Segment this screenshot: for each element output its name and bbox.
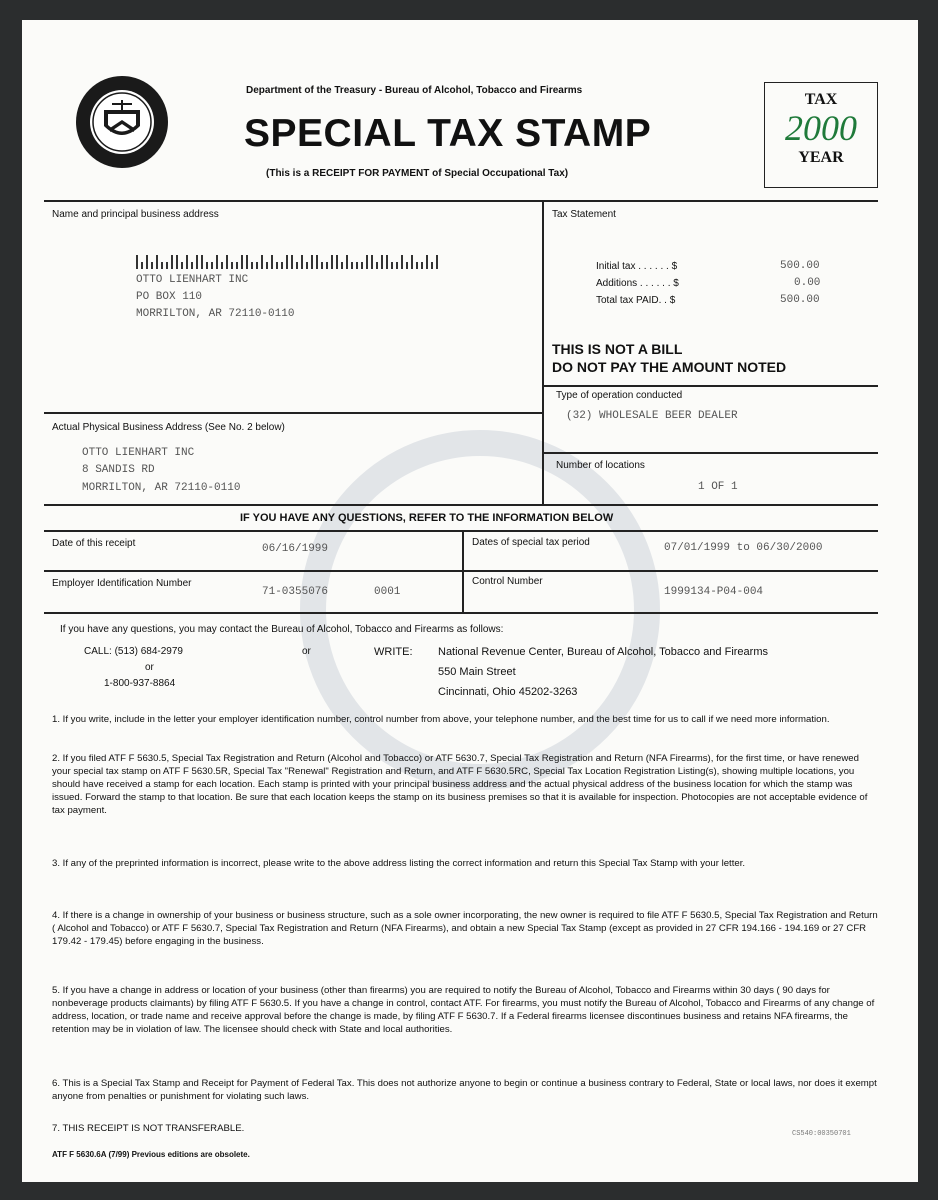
additions-value: 0.00	[794, 277, 821, 289]
watermark-seal-icon	[300, 430, 660, 790]
page-subtitle: (This is a RECEIPT FOR PAYMENT of Special Occupational Tax)	[266, 168, 569, 179]
tax-period-label: Dates of special tax period	[472, 537, 590, 548]
tax-period-value: 07/01/1999 to 06/30/2000	[664, 542, 823, 554]
note-1: 1. If you write, include in the letter your employer identification number, control number from above, your telephone number, and the best time for us to call if we need more information.	[52, 714, 830, 725]
note-2: 2. If you filed ATF F 5630.5, Special Tax Registration and Return (Alcohol and Tobacco) or ATF 5630.7, Special Tax Registration and Return (NFA Firearms), for the first time, or have renewed your special tax stamp on ATF F 5630.5R, Special Tax "Renewal" Registration and Return, and ATF F 5630.5RC, Special Tax Location Registration Listing(s), showing multiple locations, you should have received a stamp for each location. Each stamp is printed with your principal business address and the actual physical address of the business location for which the stamp was issued. Forward the stamp to that location. Be sure that each location keeps the stamp on its business premises so that it is available for inspection. Photocopies are not acceptable evidence of tax payment.	[52, 753, 868, 816]
divider	[44, 200, 878, 202]
operation-value: (32) WHOLESALE BEER DEALER	[566, 410, 738, 422]
contact-intro: If you have any questions, you may contact the Bureau of Alcohol, Tobacco and Firearms as follows:	[60, 624, 504, 635]
ein-value: 71-0355076	[262, 586, 329, 598]
not-a-bill-notice: THIS IS NOT A BILL	[552, 341, 683, 357]
control-number-value: 1999134-P04-004	[664, 586, 764, 598]
do-not-pay-notice: DO NOT PAY THE AMOUNT NOTED	[552, 359, 787, 375]
initial-tax-value: 500.00	[780, 260, 820, 272]
or-text: or	[145, 662, 154, 673]
control-number-label: Control Number	[472, 576, 543, 587]
document-code: CS540:00350701	[792, 1130, 851, 1138]
divider	[44, 504, 878, 506]
atf-seal-icon	[74, 74, 170, 170]
postal-barcode-icon	[136, 255, 442, 269]
divider	[44, 530, 878, 532]
tax-label: TAX	[804, 91, 838, 108]
divider	[542, 200, 544, 504]
physical-line1: 8 SANDIS RD	[82, 464, 155, 476]
receipt-date-value: 06/16/1999	[262, 543, 329, 555]
page-title: SPECIAL TAX STAMP	[244, 112, 652, 155]
tax-year-box	[764, 82, 878, 188]
address-label: Name and principal business address	[52, 209, 219, 220]
form-number: ATF F 5630.6A (7/99) Previous editions are obsolete.	[52, 1150, 250, 1159]
total-paid-label: Total tax PAID. . $	[596, 295, 676, 306]
mail-address-line3: Cincinnati, Ohio 45202-3263	[438, 686, 578, 698]
locations-label: Number of locations	[556, 460, 645, 471]
physical-name: OTTO LIENHART INC	[82, 447, 195, 459]
note-3: 3. If any of the preprinted information is incorrect, please write to the above address listing the correct information and return this Special Tax Stamp with your letter.	[52, 858, 746, 869]
note-5: 5. If you have a change in address or location of your business (other than firearms) you are required to notify the Bureau of Alcohol, Tobacco and Firearms within 30 days ( 90 days for nonbeverage products claimants) by filing ATF F 5630.5. If you have a change in control, contact ATF. For firearms, you must notify the Bureau of Alcohol, Tobacco and Firearms of any change of address, location, or trade name and receive approval before the change is made, by filing ATF F 5630.7. If a Federal firearms licensee discontinues business and retains NFA firearms, the retention may be in violation of law. The licensee should check with State and local authorities.	[52, 985, 875, 1035]
divider	[44, 570, 878, 572]
ein-label: Employer Identification Number	[52, 578, 192, 589]
total-paid-value: 500.00	[780, 294, 820, 306]
or-text: or	[302, 646, 311, 657]
divider	[44, 612, 878, 614]
note-4: 4. If there is a change in ownership of your business or business structure, such as a sole owner incorporating, the new owner is required to file ATF F 5630.5, Special Tax Registration and Return ( Alcohol and Tobacco) or ATF F 5630.7, Special Tax Registration and Return (NFA Firearms), and obtain a new Special Tax Stamp (except as provided in 27 CFR 194.166 - 194.169 or 27 CFR 179.42 - 179.45) before engaging in the business.	[52, 910, 878, 947]
additions-label: Additions . . . . . . $	[596, 278, 679, 289]
locations-value: 1 OF 1	[698, 481, 738, 493]
write-label: WRITE:	[374, 646, 413, 658]
divider	[462, 530, 464, 612]
tax-year: 2000	[785, 108, 857, 148]
ein-suffix: 0001	[374, 586, 401, 598]
toll-free-number: 1-800-937-8864	[104, 678, 176, 689]
business-name: OTTO LIENHART INC	[136, 274, 249, 286]
divider	[44, 412, 542, 414]
year-label: YEAR	[798, 149, 844, 166]
physical-line2: MORRILTON, AR 72110-0110	[82, 482, 241, 494]
mail-address-line2: 550 Main Street	[438, 666, 516, 678]
operation-label: Type of operation conducted	[556, 390, 683, 401]
note-6: 6. This is a Special Tax Stamp and Receipt for Payment of Federal Tax. This does not authorize anyone to begin or continue a business contrary to Federal, State or local laws, nor does it exempt anyone from penalties or punishment for violating such laws.	[52, 1078, 877, 1102]
physical-address-label: Actual Physical Business Address (See No. 2 below)	[52, 422, 285, 433]
mail-address-line1: National Revenue Center, Bureau of Alcohol, Tobacco and Firearms	[438, 646, 768, 658]
tax-statement-label: Tax Statement	[552, 209, 616, 220]
divider	[542, 452, 878, 454]
phone-number: CALL: (513) 684-2979	[84, 646, 183, 657]
divider	[542, 385, 878, 387]
address-line2: MORRILTON, AR 72110-0110	[136, 308, 295, 320]
address-line1: PO BOX 110	[136, 291, 203, 303]
department-heading: Department of the Treasury - Bureau of Alcohol, Tobacco and Firearms	[246, 85, 583, 96]
receipt-date-label: Date of this receipt	[52, 538, 136, 549]
note-7: 7. THIS RECEIPT IS NOT TRANSFERABLE.	[52, 1123, 245, 1134]
questions-banner: IF YOU HAVE ANY QUESTIONS, REFER TO THE INFORMATION BELOW	[240, 512, 614, 524]
initial-tax-label: Initial tax . . . . . . $	[596, 261, 678, 272]
